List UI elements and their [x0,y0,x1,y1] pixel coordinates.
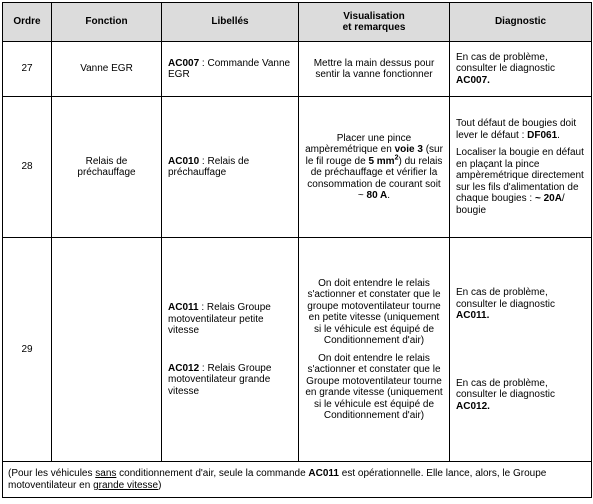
header-row [3,3,592,42]
vis28-amp: 80 A [366,190,388,201]
libelle-code-27: AC007 [168,57,200,69]
ordre-28: 28 [3,97,52,238]
libelle-text-ac011: : Relais Groupe motoventilateur petite vitesse [168,302,271,336]
note-code: AC011 [308,468,339,479]
fonction-29 [52,238,162,462]
diagnostic-text-27: En cas de problème, consulter le diagnostic [456,51,555,75]
footnote [3,462,592,498]
vis29-ac012: On doit entendre le relais s'actionner et constater que le Groupe motoventilateur tourne en grande vitesse (uniquement si le véhicule est équipé de Conditionnement d'air) [305,352,443,421]
table-row-29 [3,238,592,462]
header-ordre: Ordre [3,3,52,42]
ordre-29: 29 [3,238,52,462]
diag28-code: DF061 [527,129,558,141]
ordre-27: 27 [3,42,52,97]
note-d: ) [158,479,162,491]
fonction-27: Vanne EGR [52,42,162,97]
libelle-code-28: AC010 [168,155,200,167]
diag29-text-ac012: En cas de problème, consulter le diagnostic [456,377,555,400]
note-c: est opérationnelle. Elle lance, alors, le Groupe motoventilateur en [8,468,547,491]
vis29-ac011: On doit entendre le relais s'actionner et constater que le groupe motoventilateur tourne en petite vitesse (uniquement si le véhicule est équipé de Conditionnement d'air) [307,277,441,346]
visualisation-28 [299,97,450,238]
diagnostic-code-27: AC007. [456,74,490,86]
vis28-c: ) du relais de préchauffage et vérifier la consommation de courant soit ~ [307,155,443,201]
libelle-29 [162,238,299,462]
header-visualisation-line1: Visualisation [343,10,405,22]
vis28-b: (sur le fil rouge de [305,144,443,167]
header-visualisation-line2: et remarques [342,22,406,33]
table-row-27 [3,42,592,97]
vis28-d: . [387,190,391,201]
header-diagnostic: Diagnostic [450,3,592,42]
libelle-code-ac012: AC012 [168,362,200,374]
note-a: (Pour les véhicules [8,468,96,479]
diag28-a: Tout défaut de bougies doit lever le défaut : [456,118,577,141]
diag29-text-ac011: En cas de problème, consulter le diagnostic [456,287,555,310]
libelle-text-ac012: : Relais Groupe motoventilateur grande vitesse [168,362,272,397]
diag29-code-ac012: AC012. [456,400,490,412]
vis28-a: Placer une pince ampèremétrique en [305,132,412,155]
libelle-29-ac012 [168,363,292,398]
header-fonction: Fonction [52,3,162,42]
diag28-b2: / bougie [456,193,565,216]
diag28-code-suffix: . [557,129,560,141]
header-visualisation [299,3,450,42]
diag28-amp: ~ 20A [534,193,562,204]
note-sans: sans [95,468,117,479]
diagnostic-table [2,2,592,498]
diagnostic-27 [450,42,592,97]
vis28-sup: 2 [394,154,399,162]
visualisation-29 [299,238,450,462]
diagnostic-29 [450,238,592,462]
libelle-29-ac011 [168,302,292,337]
visualisation-27: Mettre la main dessus pour sentir la vanne fonctionner [299,42,450,97]
note-grande-vitesse: grande vitesse [93,479,159,491]
table-row-28 [3,97,592,238]
diag28-block-b [456,147,588,216]
libelle-text-27: : Commande Vanne EGR [168,57,291,80]
diag29-ac012 [456,378,588,413]
diag29-code-ac011: AC011. [456,310,490,321]
libelle-text-28: : Relais de préchauffage [168,155,250,178]
diag28-b1: Localiser la bougie en défaut en plaçant la pince ampèremétrique directement sur les fils d'alimentation de chaque bougies : [456,147,584,204]
libelle-code-ac011: AC011 [168,302,199,313]
diag29-ac011 [456,287,588,322]
vis28-mm [368,156,398,167]
vis28-voie: voie 3 [394,144,423,155]
fonction-28: Relais de préchauffage [52,97,162,238]
libelle-28 [162,97,299,238]
vis28-mm-value: 5 mm [368,155,395,167]
header-libelles: Libellés [162,3,299,42]
diagnostic-28 [450,97,592,238]
note-b: conditionnement d'air, seule la commande [116,468,309,479]
libelle-27 [162,42,299,97]
diag28-block-a [456,118,588,141]
note-row [3,462,592,498]
